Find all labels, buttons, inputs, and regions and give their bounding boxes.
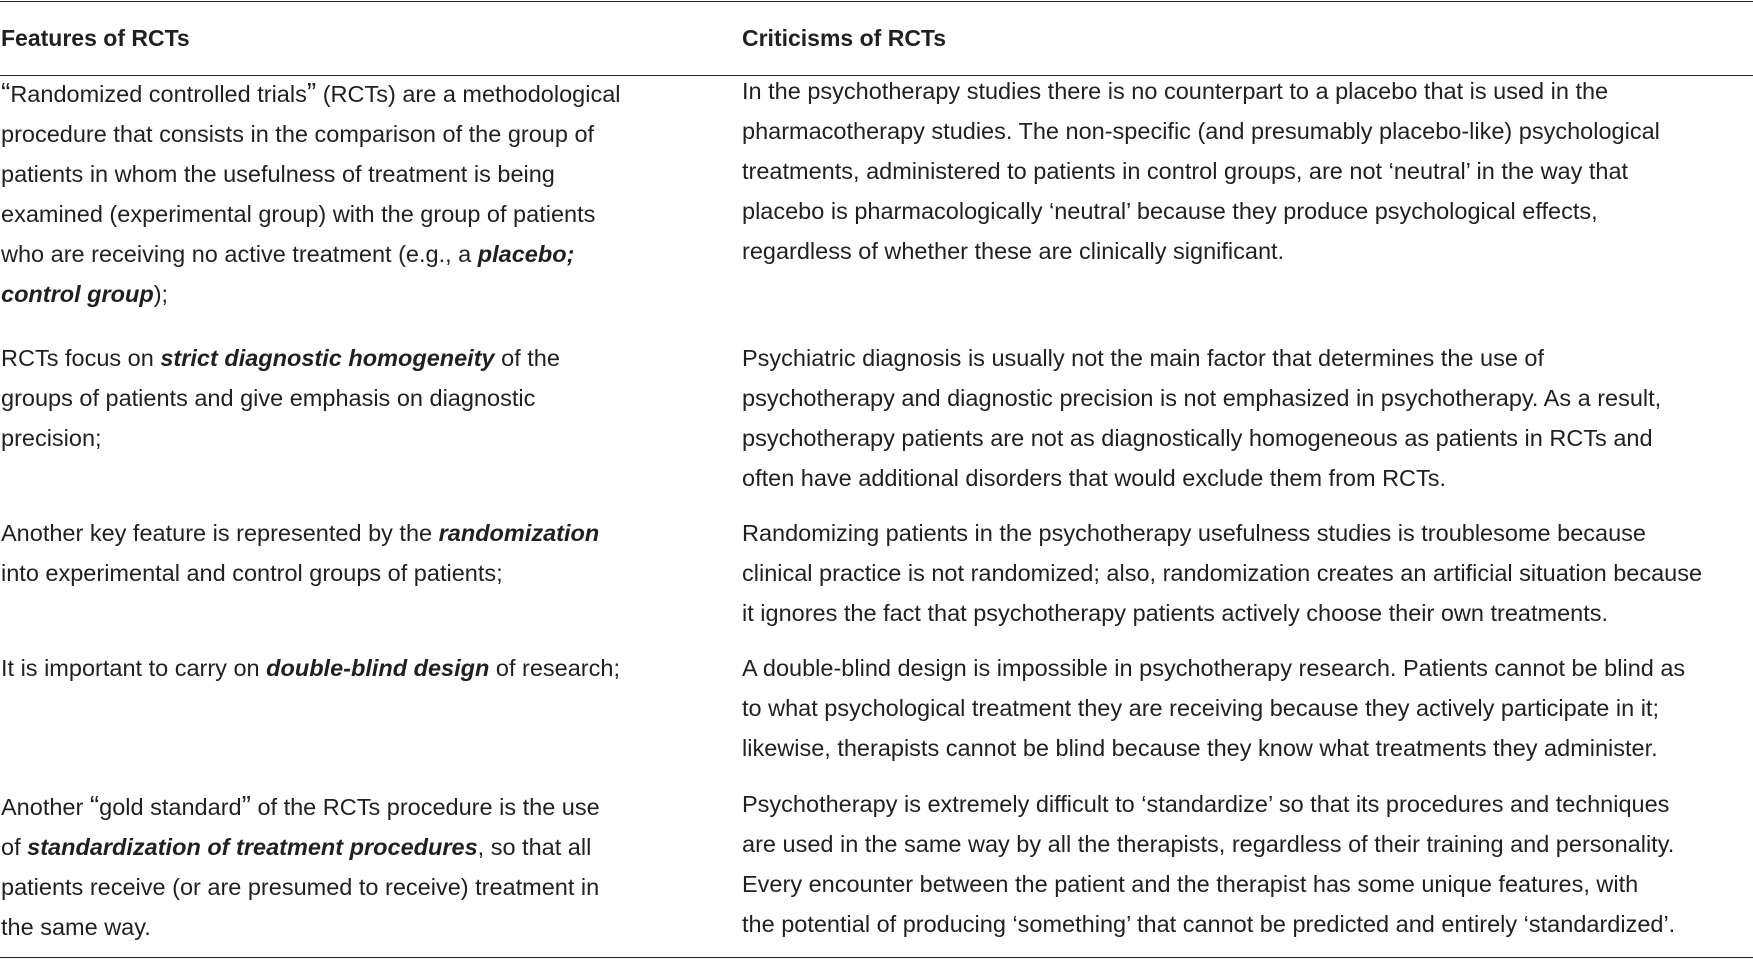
feature-line: groups of patients and give emphasis on diagnostic [1,385,536,411]
text-run: who are receiving no active treatment (e.g., a [1,241,478,267]
text-run: gold standard [99,794,242,820]
emphasis-randomization: randomization [438,520,600,546]
table-row-3-feature [1,513,599,593]
feature-line: the same way. [1,914,151,940]
text-run: , so that all [477,834,592,860]
table-row-4-criticism [742,648,1685,768]
emphasis-diagnostic-homogeneity: strict diagnostic homogeneity [160,345,495,371]
table-row-1-criticism [742,71,1660,271]
feature-line [1,787,600,827]
text-run: ); [153,281,169,307]
criticism-line: often have additional disorders that would exclude them from RCTs. [742,465,1447,491]
close-quote: ” [241,790,251,821]
table-bottom-rule [0,957,1753,958]
feature-line: patients in whom the usefulness of treatment is being [1,161,555,187]
criticism-line: it ignores the fact that psychotherapy patients actively choose their own treatments. [742,600,1609,626]
criticism-line: Psychiatric diagnosis is usually not the main factor that determines the use of [742,345,1545,371]
close-quote: ” [306,77,317,108]
feature-line [1,827,600,867]
feature-line [1,274,621,314]
feature-line [1,648,620,688]
table-row-4-feature [1,648,620,688]
text-run: Another key feature is represented by the [1,520,439,546]
criticism-line: likewise, therapists cannot be blind because they know what treatments they administer. [742,735,1658,761]
open-quote: “ [1,77,11,108]
emphasis-placebo: placebo; [477,241,575,267]
table-row-3-criticism [742,513,1702,633]
criticism-line: are used in the same way by all the therapists, regardless of their training and personality. [742,831,1675,857]
criticism-line: treatments, administered to patients in control groups, are not ‘neutral’ in the way that [742,158,1629,184]
text-run: of research; [489,655,620,681]
feature-line: precision; [1,425,102,451]
emphasis-standardization: standardization of treatment procedures [27,834,478,860]
table-row-5-criticism [742,784,1675,944]
feature-line [1,338,560,378]
criticism-line: placebo is pharmacologically ‘neutral’ because they produce psychological effects, [742,198,1598,224]
criticism-line: A double-blind design is impossible in psychotherapy research. Patients cannot be blind as [742,655,1686,681]
table-row-5-feature [1,787,600,947]
text-run: of [1,834,28,860]
table-top-rule [0,1,1753,2]
emphasis-control-group: control group [1,281,154,307]
criticism-line: Every encounter between the patient and the therapist has some unique features, with [742,871,1639,897]
text-run: (RCTs) are a methodological [316,81,621,107]
criticism-line: In the psychotherapy studies there is no counterpart to a placebo that is used in the [742,78,1609,104]
feature-line: patients receive (or are presumed to receive) treatment in [1,874,600,900]
feature-line [1,513,599,553]
criticism-line: pharmacotherapy studies. The non-specific (and presumably placebo-like) psychological [742,118,1660,144]
text-run: It is important to carry on [1,655,267,681]
feature-line: procedure that consists in the comparison of the group of [1,121,595,147]
emphasis-double-blind: double-blind design [266,655,490,681]
table-row-2-criticism [742,338,1661,498]
table-row-1-feature [1,74,621,314]
text-run: of the RCTs procedure is the use [250,794,600,820]
criticism-line: Randomizing patients in the psychotherapy usefulness studies is troublesome because [742,520,1646,546]
open-quote: “ [89,790,100,821]
criticism-line: psychotherapy patients are not as diagnostically homogeneous as patients in RCTs and [742,425,1653,451]
text-run: RCTs focus on [1,345,161,371]
feature-line [1,74,621,114]
feature-line: into experimental and control groups of patients; [1,560,503,586]
criticism-line: to what psychological treatment they are receiving because they actively participate in it; [742,695,1659,721]
criticism-line: the potential of producing ‘something’ that cannot be predicted and entirely ‘standardized’. [742,911,1676,937]
column-header-features: Features of RCTs [1,25,190,51]
feature-line [1,234,621,274]
criticism-line: Psychotherapy is extremely difficult to ‘standardize’ so that its procedures and techniques [742,791,1670,817]
feature-line: examined (experimental group) with the group of patients [1,201,596,227]
column-header-criticisms: Criticisms of RCTs [742,25,947,51]
table-row-2-feature [1,338,560,458]
criticism-line: psychotherapy and diagnostic precision is not emphasized in psychotherapy. As a result, [742,385,1662,411]
criticism-line: clinical practice is not randomized; also, randomization creates an artificial situation because [742,560,1703,586]
text-run: of the [494,345,560,371]
text-run: Another [1,794,90,820]
criticism-line: regardless of whether these are clinically significant. [742,238,1285,264]
text-run: Randomized controlled trials [10,81,307,107]
